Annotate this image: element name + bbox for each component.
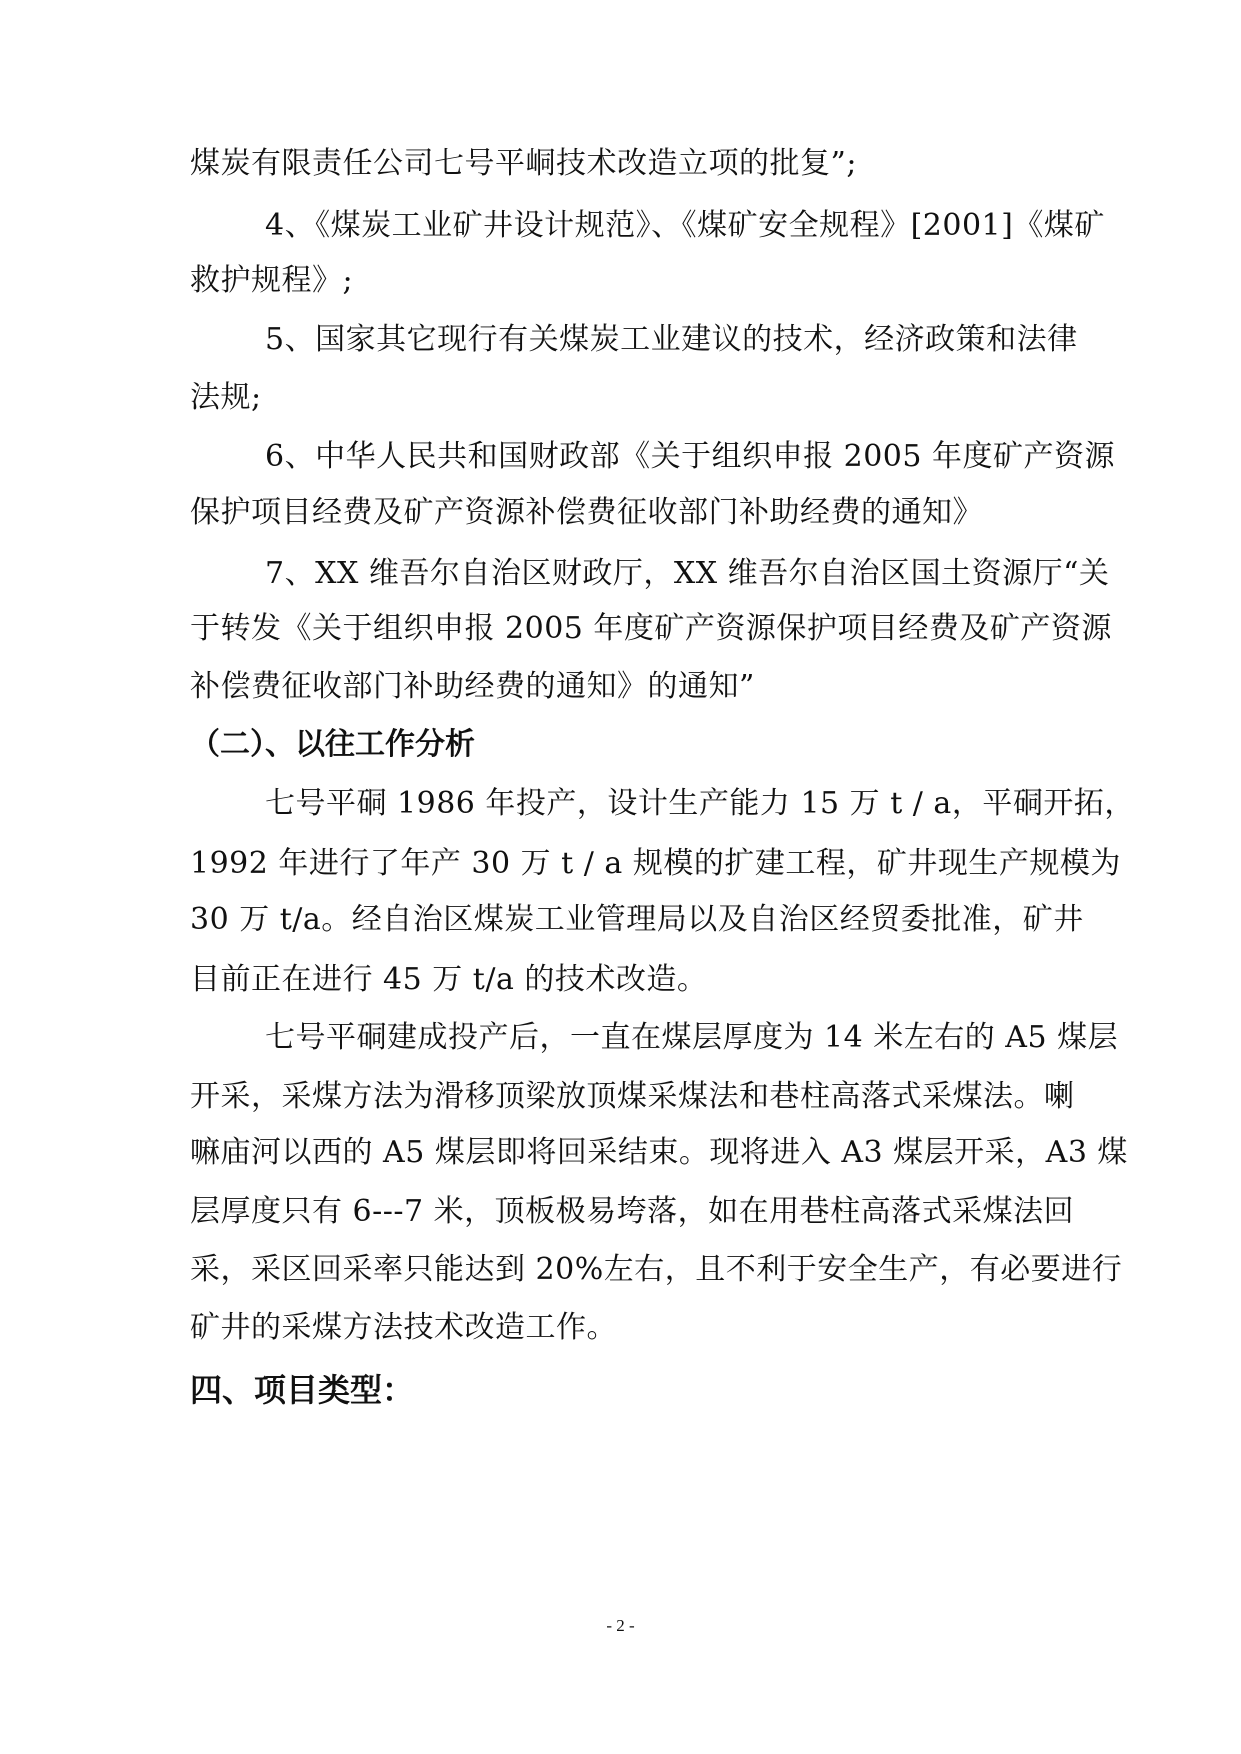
paragraph-line: 5、国家其它现行有关煤炭工业建议的技术，经济政策和法律 bbox=[265, 322, 1078, 357]
paragraph-line: 于转发《关于组织申报 2005 年度矿产资源保护项目经费及矿产资源 bbox=[190, 611, 1112, 646]
paragraph-line: 30 万 t/a。经自治区煤炭工业管理局以及自治区经贸委批准，矿井 bbox=[190, 902, 1084, 937]
paragraph-line: 7、XX 维吾尔自治区财政厅，XX 维吾尔自治区国土资源厅“关 bbox=[265, 556, 1110, 591]
section-subheading: （二）、以往工作分析 bbox=[190, 727, 475, 762]
paragraph-line: 法规; bbox=[190, 380, 262, 415]
paragraph-line: 补偿费征收部门补助经费的通知》的通知” bbox=[190, 669, 755, 704]
paragraph-line: 1992 年进行了年产 30 万 t / a 规模的扩建工程，矿井现生产规模为 bbox=[190, 846, 1121, 881]
paragraph-line: 救护规程》; bbox=[190, 263, 354, 298]
paragraph-line: 6、中华人民共和国财政部《关于组织申报 2005 年度矿产资源 bbox=[265, 439, 1116, 474]
paragraph-line: 4、《煤炭工业矿井设计规范》、《煤矿安全规程》[2001]《煤矿 bbox=[265, 208, 1105, 243]
paragraph-line: 矿井的采煤方法技术改造工作。 bbox=[190, 1310, 617, 1345]
paragraph-line: 层厚度只有 6---7 米，顶板极易垮落，如在用巷柱高落式采煤法回 bbox=[190, 1194, 1075, 1229]
paragraph-line: 保护项目经费及矿产资源补偿费征收部门补助经费的通知》 bbox=[190, 495, 983, 530]
paragraph-line: 七号平硐 1986 年投产，设计生产能力 15 万 t / a，平硐开拓， bbox=[265, 786, 1135, 821]
paragraph-line: 采，采区回采率只能达到 20%左右，且不利于安全生产，有必要进行 bbox=[190, 1252, 1123, 1287]
section-heading: 四、项目类型： bbox=[190, 1371, 415, 1409]
paragraph-line: 煤炭有限责任公司七号平峒技术改造立项的批复”; bbox=[190, 146, 857, 181]
paragraph-line: 目前正在进行 45 万 t/a 的技术改造。 bbox=[190, 962, 708, 997]
page-number: - 2 - bbox=[606, 1616, 635, 1635]
paragraph-line: 七号平硐建成投产后，一直在煤层厚度为 14 米左右的 A5 煤层 bbox=[265, 1020, 1119, 1055]
paragraph-line: 嘛庙河以西的 A5 煤层即将回采结束。现将进入 A3 煤层开采，A3 煤 bbox=[190, 1135, 1128, 1170]
paragraph-line: 开采，采煤方法为滑移顶梁放顶煤采煤法和巷柱高落式采煤法。喇 bbox=[190, 1079, 1075, 1114]
